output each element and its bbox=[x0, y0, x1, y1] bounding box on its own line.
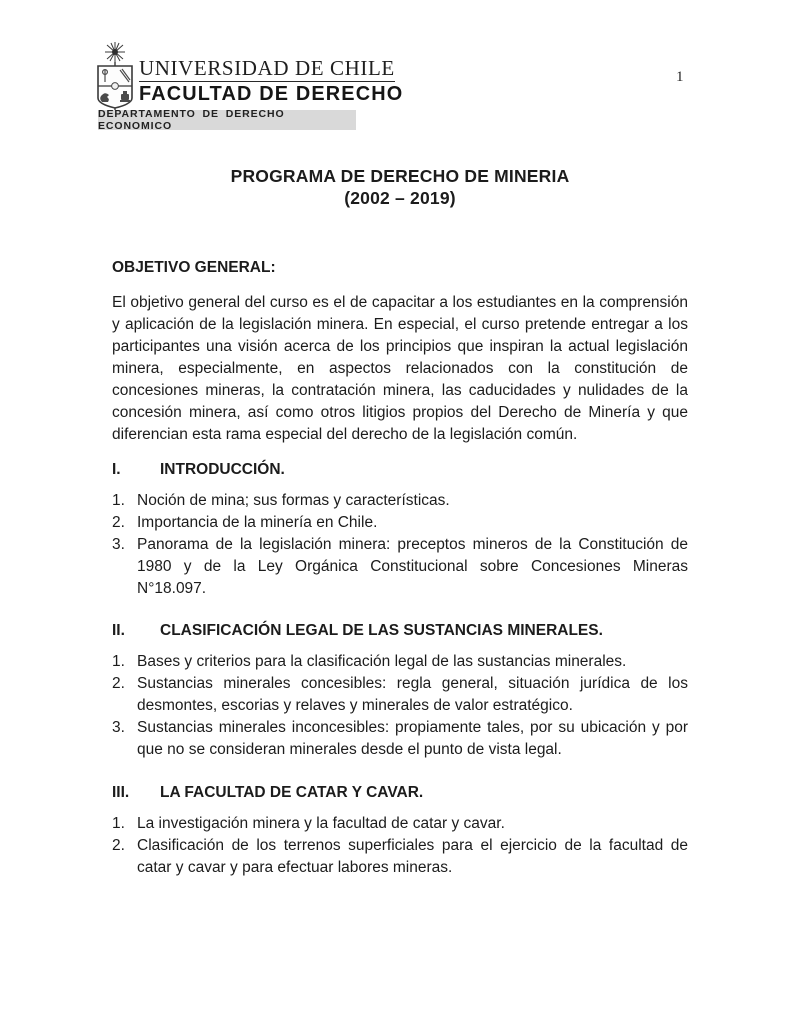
objective-heading: OBJETIVO GENERAL: bbox=[112, 259, 276, 276]
section-item-list bbox=[112, 490, 688, 600]
document-body bbox=[112, 165, 688, 879]
faculty-name: FACULTAD DE DERECHO bbox=[139, 82, 404, 105]
list-item: Clasificación de los terrenos superficiales para el ejercicio de la facultad de catar y cavar y para efectuar labores mineras. bbox=[137, 837, 688, 876]
list-item: Noción de mina; sus formas y características. bbox=[137, 492, 450, 509]
objective-paragraph: El objetivo general del curso es el de capacitar a los estudiantes en la comprensión y aplicación de la legislación minera. En especial, el curso pretende entregar a los participantes una visión acerca de los principios que inspiran la actual legislación minera, especialmente, en aspectos relacionados con la constitución de concesiones mineras, la contratación minera, las caducidades y nulidades de la concesión minera, así como otros litigios propios del Derecho de Minería y que diferencian esta rama especial del derecho de la legislación común. bbox=[112, 294, 688, 443]
section-introduccion bbox=[112, 459, 688, 600]
document-title-line1: PROGRAMA DE DERECHO DE MINERIA bbox=[230, 166, 570, 186]
section-facultad-catar-cavar bbox=[112, 782, 688, 879]
document-title bbox=[112, 165, 688, 209]
list-item: Importancia de la minería en Chile. bbox=[137, 514, 378, 531]
section-numeral: II. bbox=[112, 622, 125, 639]
section-item-list bbox=[112, 813, 688, 879]
university-crest-logo bbox=[93, 42, 137, 114]
list-item: Panorama de la legislación minera: preceptos mineros de la Constitución de 1980 y de la Ley Orgánica Constitucional sobre Concesiones Mineras N°18.097. bbox=[137, 536, 688, 597]
department-banner: DEPARTAMENTO DE DERECHO ECONOMICO bbox=[98, 110, 356, 130]
section-numeral: III. bbox=[112, 784, 130, 801]
section-heading-text: LA FACULTAD DE CATAR Y CAVAR. bbox=[160, 784, 424, 801]
list-item: Sustancias minerales inconcesibles: propiamente tales, por su ubicación y por que no se consideran minerales desde el punto de vista legal. bbox=[137, 719, 688, 758]
section-heading bbox=[112, 782, 688, 804]
list-item: Bases y criterios para la clasificación legal de las sustancias minerales. bbox=[137, 653, 627, 670]
list-item: La investigación minera y la facultad de catar y cavar. bbox=[137, 815, 505, 832]
section-heading-text: INTRODUCCIÓN. bbox=[160, 461, 285, 478]
section-heading-text: CLASIFICACIÓN LEGAL DE LAS SUSTANCIAS MINERALES. bbox=[160, 622, 603, 639]
section-clasificacion-legal bbox=[112, 620, 688, 761]
page-number: 1 bbox=[676, 69, 684, 85]
section-item-list bbox=[112, 651, 688, 761]
university-name: UNIVERSIDAD DE CHILE bbox=[139, 56, 395, 80]
section-heading bbox=[112, 459, 688, 481]
institution-header bbox=[139, 56, 412, 105]
section-numeral: I. bbox=[112, 461, 121, 478]
section-heading bbox=[112, 620, 688, 642]
list-item: Sustancias minerales concesibles: regla general, situación jurídica de los desmontes, escorias y relaves y minerales de valor estratégico. bbox=[137, 675, 688, 714]
document-title-line2: (2002 – 2019) bbox=[344, 188, 456, 208]
